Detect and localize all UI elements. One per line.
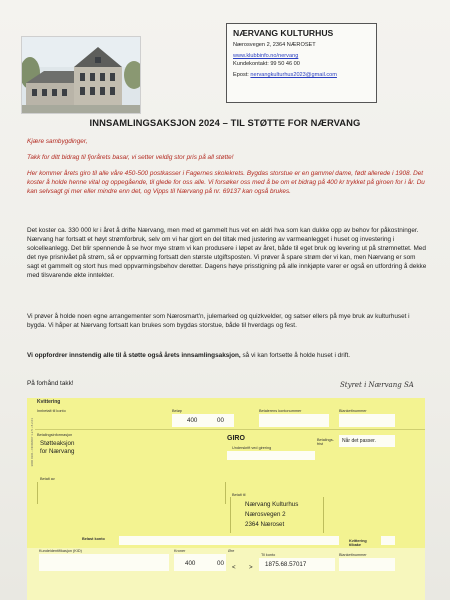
email-label: Epost: xyxy=(233,72,249,78)
community-house-photo xyxy=(21,36,141,114)
paid-to-account-label: Innbetalt til konto xyxy=(37,409,66,413)
email-line xyxy=(233,71,370,79)
board-signature: Styret i Nærvang SA xyxy=(340,381,414,389)
campaign-title: INNSAMLINGSAKSJON 2024 – TIL STØTTE FOR NÆRVANG xyxy=(89,117,361,128)
bottom-form-number-label: Blankettnummer xyxy=(339,553,367,557)
paid-to-label: Betalt til xyxy=(232,493,246,497)
amount-ore: 00 xyxy=(217,417,224,424)
call-to-action xyxy=(27,351,427,360)
paid-by-bracket xyxy=(37,482,38,504)
kid-field[interactable] xyxy=(39,554,169,571)
organization-info-box xyxy=(226,23,377,103)
giro-payment-slip xyxy=(27,398,425,600)
signature-field[interactable] xyxy=(227,451,315,460)
payee-city: 2364 Næroset xyxy=(245,521,285,528)
costs-paragraph: Det koster ca. 330 000 kr i året å drifte Nærvang, men med et gammelt hus vet en aldri hva som kan dukke opp av behov for påkostninger. Nærvang har fortsatt et høyt strømforbruk, selv om vi har gjort en del tiltak med justering av varmeanlegget i huset og investering i solcelleanlegg. Det blir spennende å se hvor mye strøm vi kan produsere i løpet av året, både til eget bruk og levering ut på strømnettet. Med det nye prisnivået på strøm, så er oppvarming fortsatt den største utgiftsposten. Vi prøver å spare strøm der vi kan, men Nærvang er som sagt et gammelt og stort hus med oppvarmingsbehov deretter. Dagens høye prisstigning på alle innkjøpte varer er også en utfordring å dekke med tilsvarende økte inntekter. xyxy=(27,227,427,280)
organization-address: Nærosvegen 2, 2364 NÆROSET xyxy=(233,42,316,48)
payment-info-line1: Støtteaksjon xyxy=(40,440,75,447)
bottom-ore: 00 xyxy=(217,560,224,567)
greeting: Kjære sambygdinger, xyxy=(27,138,88,145)
signature-label: Underskrift ved girering xyxy=(232,446,272,450)
giro-side-print: 3000 0101 • NORWAY 1.2.5 • 8.2.01 xyxy=(30,418,34,467)
call-to-action-bold: Vi oppfordrer innstendig alle til å støtte også årets innsamlingsaksjon, xyxy=(27,352,241,359)
to-account-label: Til konto xyxy=(261,553,276,557)
email-link[interactable]: nervangkulturhus2023@gmail.com xyxy=(250,72,337,78)
form-number-field[interactable] xyxy=(339,414,395,427)
amount-field[interactable] xyxy=(172,414,234,427)
giro-paragraph: Her kommer årets giro til alle våre 450-500 postkasser i Fagernes skolekrets. Bygdas storstue er en gammel dame, født allerede i 1908. Det koster å holde henne vital og oppegående, til glede for oss alle. Vi forsøker oss med å be om et bidrag på 400 kr trykket på giroen for i år. Du kan selvsagt gi mer eller mindre enn det, og Vipps til Nærvang på nr. 69137 kan også brukes. xyxy=(27,170,425,196)
call-to-action-rest: så vi kan fortsette å holde huset i drift. xyxy=(240,352,351,359)
amount-label: Beløp xyxy=(172,409,182,413)
payment-info-line2: for Nærvang xyxy=(40,448,75,455)
house-illustration xyxy=(22,37,141,114)
angle-left: < xyxy=(232,564,236,571)
receipt-return-label: Kvittering tilbake xyxy=(349,539,367,547)
paid-by-label: Betalt av xyxy=(40,477,55,481)
organization-name: NÆRVANG KULTURHUS xyxy=(233,28,334,38)
ore-label: Øre xyxy=(228,549,235,553)
paid-to-bracket xyxy=(230,497,231,533)
payer-account-field[interactable] xyxy=(259,414,329,427)
payee-street: Nærosvegen 2 xyxy=(245,511,286,518)
customer-contact: Kundekontakt: 99 50 46 00 xyxy=(233,61,300,67)
bottom-form-number-field[interactable] xyxy=(339,558,395,571)
angle-right: > xyxy=(249,564,253,571)
payment-info-label: Betalingsinformasjon xyxy=(37,433,73,437)
payee-name: Nærvang Kulturhus xyxy=(245,501,299,508)
form-number-label: Blankettnummer xyxy=(339,409,367,413)
kroner-label: Kroner xyxy=(174,549,186,553)
kid-label: Kundeidentifikasjon (KID) xyxy=(39,549,82,553)
payer-account-label: Betalerens kontonummer xyxy=(259,409,302,413)
paid-to-bracket-right xyxy=(323,497,324,533)
website-link[interactable]: www.klubbinfo.no/nervang xyxy=(233,53,299,59)
bottom-account: 1875.68.57017 xyxy=(265,561,307,568)
amount-kroner: 400 xyxy=(187,417,198,424)
advance-thanks: På forhånd takk! xyxy=(27,380,74,387)
charge-account-field[interactable] xyxy=(119,536,339,545)
receipt-label: Kvittering xyxy=(37,399,61,405)
paid-by-bracket-right xyxy=(225,482,226,504)
giro-label: GIRO xyxy=(227,435,245,442)
events-paragraph: Vi prøver å holde noen egne arrangementer som Nærosmart'n, julemarked og quizkvelder, og satser ellers på mye bruk av kulturhuset i bygda. Vi håper at Nærvang fortsatt kan brukes som bygdas storstue, både til hverdags og fest. xyxy=(27,313,410,330)
bottom-kroner: 400 xyxy=(185,560,196,567)
divider xyxy=(35,429,425,430)
payment-deadline-value: Når det passer. xyxy=(342,438,376,444)
payment-deadline-label: Betalings-frist xyxy=(317,438,334,446)
charge-account-label: Belast konto xyxy=(82,537,105,541)
receipt-return-checkbox[interactable] xyxy=(381,536,395,545)
thanks-line: Takk for ditt bidrag til fjorårets basar, vi setter veldig stor pris på all støtte! xyxy=(27,154,234,161)
